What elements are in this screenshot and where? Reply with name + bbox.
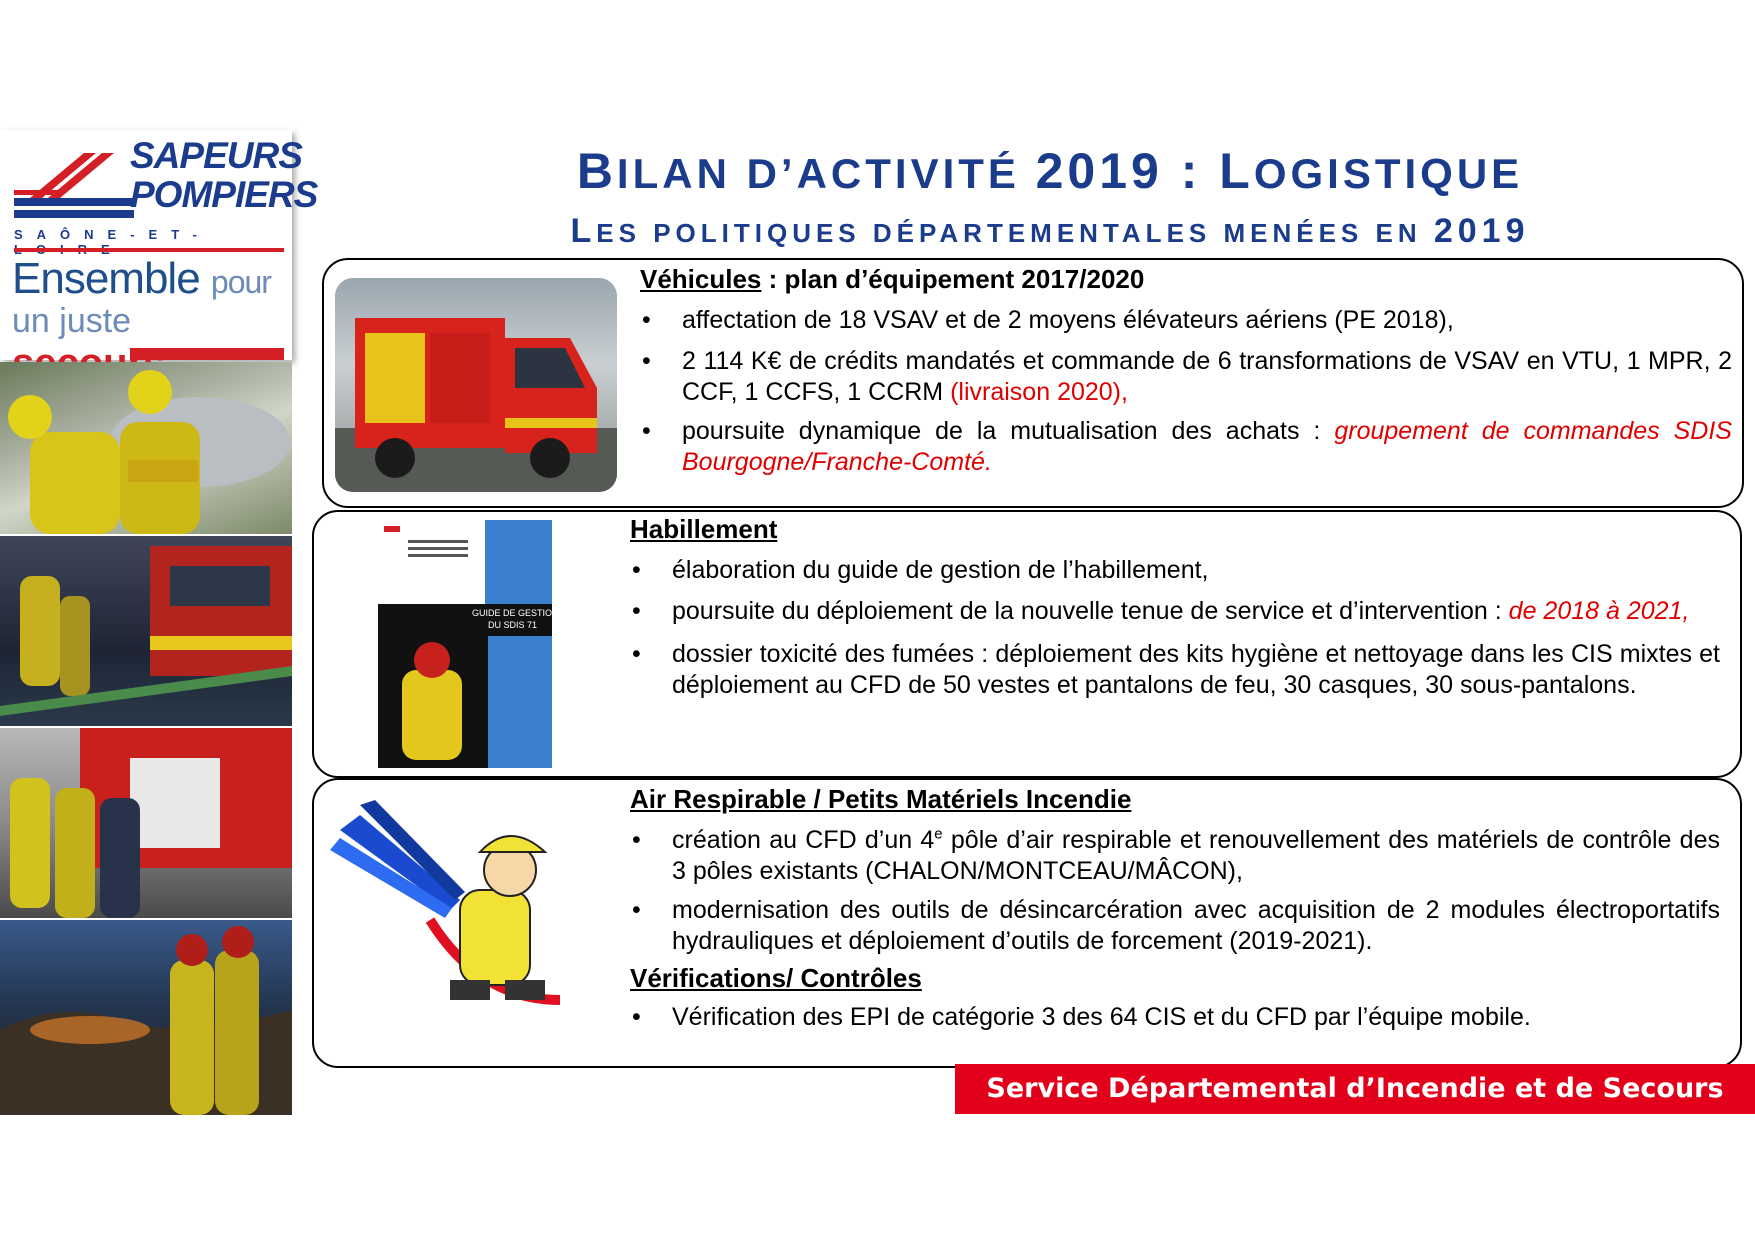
logo-slogan-line1: Ensemble pour (12, 254, 271, 303)
logo-rule (14, 248, 284, 252)
guide-title-line2: DU SDIS 71 (488, 620, 538, 630)
fire-truck-image (335, 278, 617, 492)
list-item: • affectation de 18 VSAV et de 2 moyens élévateurs aériens (PE 2018), (640, 305, 1732, 336)
photo-rescue-car (0, 362, 292, 534)
list-item: • poursuite du déploiement de la nouvelle tenue de service et d’intervention : de 2018 à 2021, (630, 596, 1720, 627)
page-title: BILAN D’ACTIVITÉ 2019 : LOGISTIQUE (576, 143, 1524, 199)
footer-banner: Service Départemental d’Incendie et de Secours (955, 1064, 1755, 1114)
photo-ambulance (0, 728, 292, 918)
photo-wildfire (0, 920, 292, 1115)
list-item: • élaboration du guide de gestion de l’habillement, (630, 555, 1720, 586)
list-item: • poursuite dynamique de la mutualisation des achats : groupement de commandes SDIS Bourgogne/Franche-Comté. (640, 416, 1732, 478)
section-air-heading: Air Respirable / Petits Matériels Incendie (630, 784, 1132, 814)
section-vehicules-heading: Véhicules : plan d’équipement 2017/2020 (640, 264, 1145, 294)
guide-cover-image (378, 520, 552, 768)
guide-title-line1: GUIDE DE GESTION (472, 608, 552, 618)
page-subtitle: LES POLITIQUES DÉPARTEMENTALES MENÉES EN 2019 (570, 212, 1530, 250)
photo-night-intervention (0, 536, 292, 726)
section-habillement-heading: Habillement (630, 514, 778, 544)
list-item: • Vérification des EPI de catégorie 3 des 64 CIS et du CFD par l’équipe mobile. (630, 1002, 1720, 1033)
section-vehicules (640, 264, 1732, 478)
logo-region: SAÔNE-ET- (14, 227, 211, 242)
sdis-logo (0, 130, 318, 360)
list-item: • dossier toxicité des fumées : déploiement des kits hygiène et nettoyage dans les CIS mixtes et déploiement au CFD de 50 vestes et pantalons de feu, 30 casques, 30 sous-pantalons. (630, 639, 1720, 701)
list-item: • 2 114 K€ de crédits mandatés et commande de 6 transformations de VSAV en VTU, 1 MPR, 2 CCF, 1 CCFS, 1 CCRM (livraison 2020), (640, 346, 1732, 408)
logo-bar (130, 348, 284, 360)
section-verif-heading: Vérifications/ Contrôles (630, 963, 922, 993)
section-air-respirable (630, 784, 1720, 1033)
list-item: • modernisation des outils de désincarcération avec acquisition de 2 modules électroportatifs hydrauliques et déploiement d’outils de forcement (2019-2021). (630, 895, 1720, 957)
logo-slogan-line2: un juste (12, 302, 132, 340)
logo-stripes-icon (14, 148, 134, 228)
section-habillement (630, 514, 1720, 701)
firefighter-cartoon-image (330, 800, 590, 1020)
logo-name: SAPEURS POMPIERS (130, 135, 318, 215)
list-item: • création au CFD d’un 4e pôle d’air respirable et renouvellement des matériels de contrôle des 3 pôles existants (CHALON/MONTCEAU/MÂCON), (630, 825, 1720, 887)
